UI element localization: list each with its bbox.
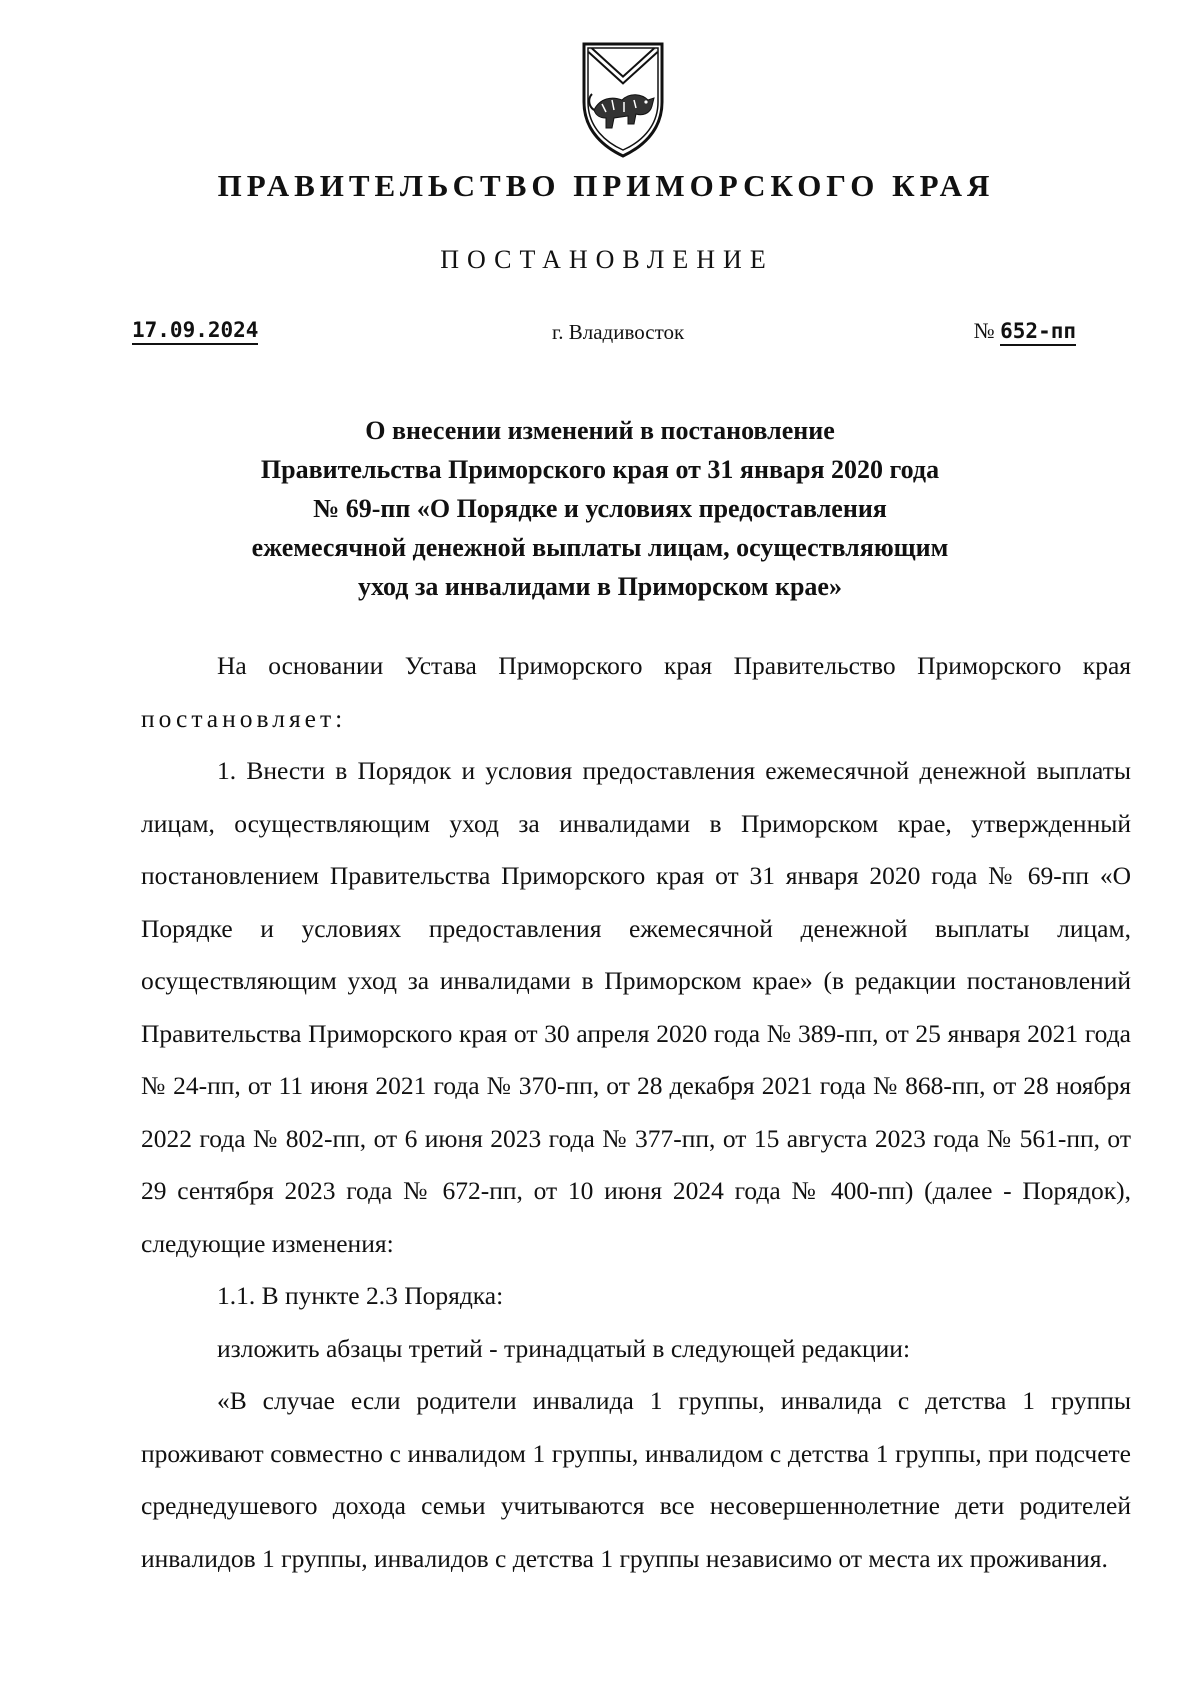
document-type: ПОСТАНОВЛЕНИЕ [440,245,774,274]
document-subject [180,411,1020,606]
intro-text: На основании Устава Приморского края Правительство Приморского края [217,651,1131,680]
paragraph-instruction: изложить абзацы третий - тринадцатый в следующей редакции: [217,1333,911,1363]
document-city: г. Владивосток [552,320,685,344]
document-number: 652-пп [1000,319,1076,346]
coat-of-arms-emblem [578,40,668,158]
subject-line: ежемесячной денежной выплаты лицам, осуществляющим [251,533,949,562]
intro-verb: постановляет: [141,703,347,733]
number-sign: № [973,318,995,343]
document-date: 17.09.2024 [132,318,258,345]
document-body [141,640,1131,1585]
subject-line: № 69-пп «О Порядке и условиях предоставления [313,494,887,523]
paragraph-1-1: 1.1. В пункте 2.3 Порядка: [217,1281,504,1310]
subject-line: О внесении изменений в постановление [365,416,835,445]
paragraph-1: 1. Внести в Порядок и условия предоставления ежемесячной денежной выплаты лицам, осуществляющим уход за инвалидами в Приморском крае, утвержденный постановлением Правительства Приморского края от 31 января 2020 года № 69-пп «О Порядке и условиях предоставления ежемесячной денежной выплаты лицам, осуществляющим уход за инвалидами в Приморском крае» (в редакции постановлений Правительства Приморского края от 30 апреля 2020 года № 389-пп, от 25 января 2021 года № 24-пп, от 11 июня 2021 года № 370-пп, от 28 декабря 2021 года № 868-пп, от 28 ноября 2022 года № 802-пп, от 6 июня 2023 года № 377-пп, от 15 августа 2023 года № 561-пп, от 29 сентября 2023 года № 672-пп, от 10 июня 2024 года № 400-пп) (далее - Порядок), следующие изменения: [141,756,1131,1258]
subject-line: уход за инвалидами в Приморском крае» [358,572,842,601]
document-number-block [974,318,1076,344]
paragraph-quote: «В случае если родители инвалида 1 группы, инвалида с детства 1 группы проживают совместно с инвалидом 1 группы, инвалидом с детства 1 группы, при подсчете среднедушевого дохода семьи учитываются все несовершеннолетние дети родителей инвалидов 1 группы, инвалидов с детства 1 группы независимо от места их проживания. [141,1386,1131,1573]
subject-line: Правительства Приморского края от 31 января 2020 года [260,455,940,484]
government-title: ПРАВИТЕЛЬСТВО ПРИМОРСКОГО КРАЯ [217,168,995,203]
intro-paragraph [141,640,1131,745]
